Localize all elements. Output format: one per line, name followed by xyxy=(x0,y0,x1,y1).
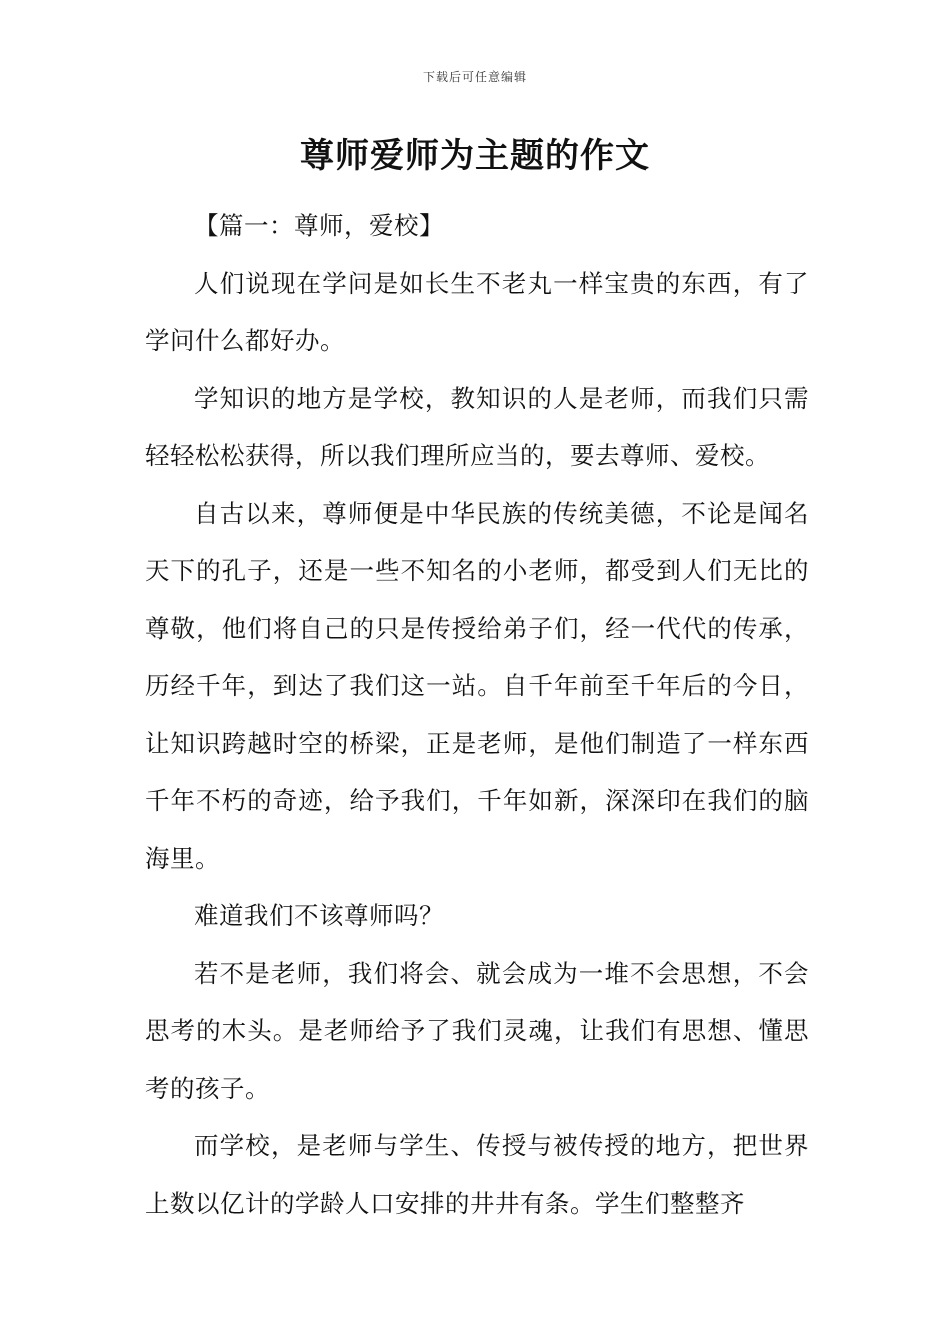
paragraph: 学知识的地方是学校，教知识的人是老师，而我们只需轻轻松松获得，所以我们理所应当的，要去尊师、爱校。 xyxy=(145,383,809,470)
paragraph: 若不是老师，我们将会、就会成为一堆不会思想，不会思考的木头。是老师给予了我们灵魂，让我们有思想、懂思考的孩子。 xyxy=(145,958,809,1103)
paragraph: 自古以来，尊师便是中华民族的传统美德，不论是闻名天下的孔子，还是一些不知名的小老师，都受到人们无比的尊敬，他们将自己的只是传授给弟子们，经一代代的传承，历经千年，到达了我们这一站。自千年前至千年后的今日，让知识跨越时空的桥梁，正是老师，是他们制造了一样东西千年不朽的奇迹，给予我们，千年如新，深深印在我们的脑海里。 xyxy=(145,498,809,873)
header-note: 下载后可任意编辑 xyxy=(422,70,527,84)
paragraph: 人们说现在学问是如长生不老丸一样宝贵的东西，有了学问什么都好办。 xyxy=(145,268,809,355)
section-heading: 【篇一：尊师，爱校】 xyxy=(194,211,444,240)
paragraph: 难道我们不该尊师吗？ xyxy=(194,901,444,930)
paragraph: 而学校，是老师与学生、传授与被传授的地方，把世界上数以亿计的学龄人口安排的井井有条。学生们整整齐 xyxy=(145,1131,809,1218)
document-body xyxy=(145,197,809,1232)
document-title: 尊师爱师为主题的作文 xyxy=(300,136,650,176)
